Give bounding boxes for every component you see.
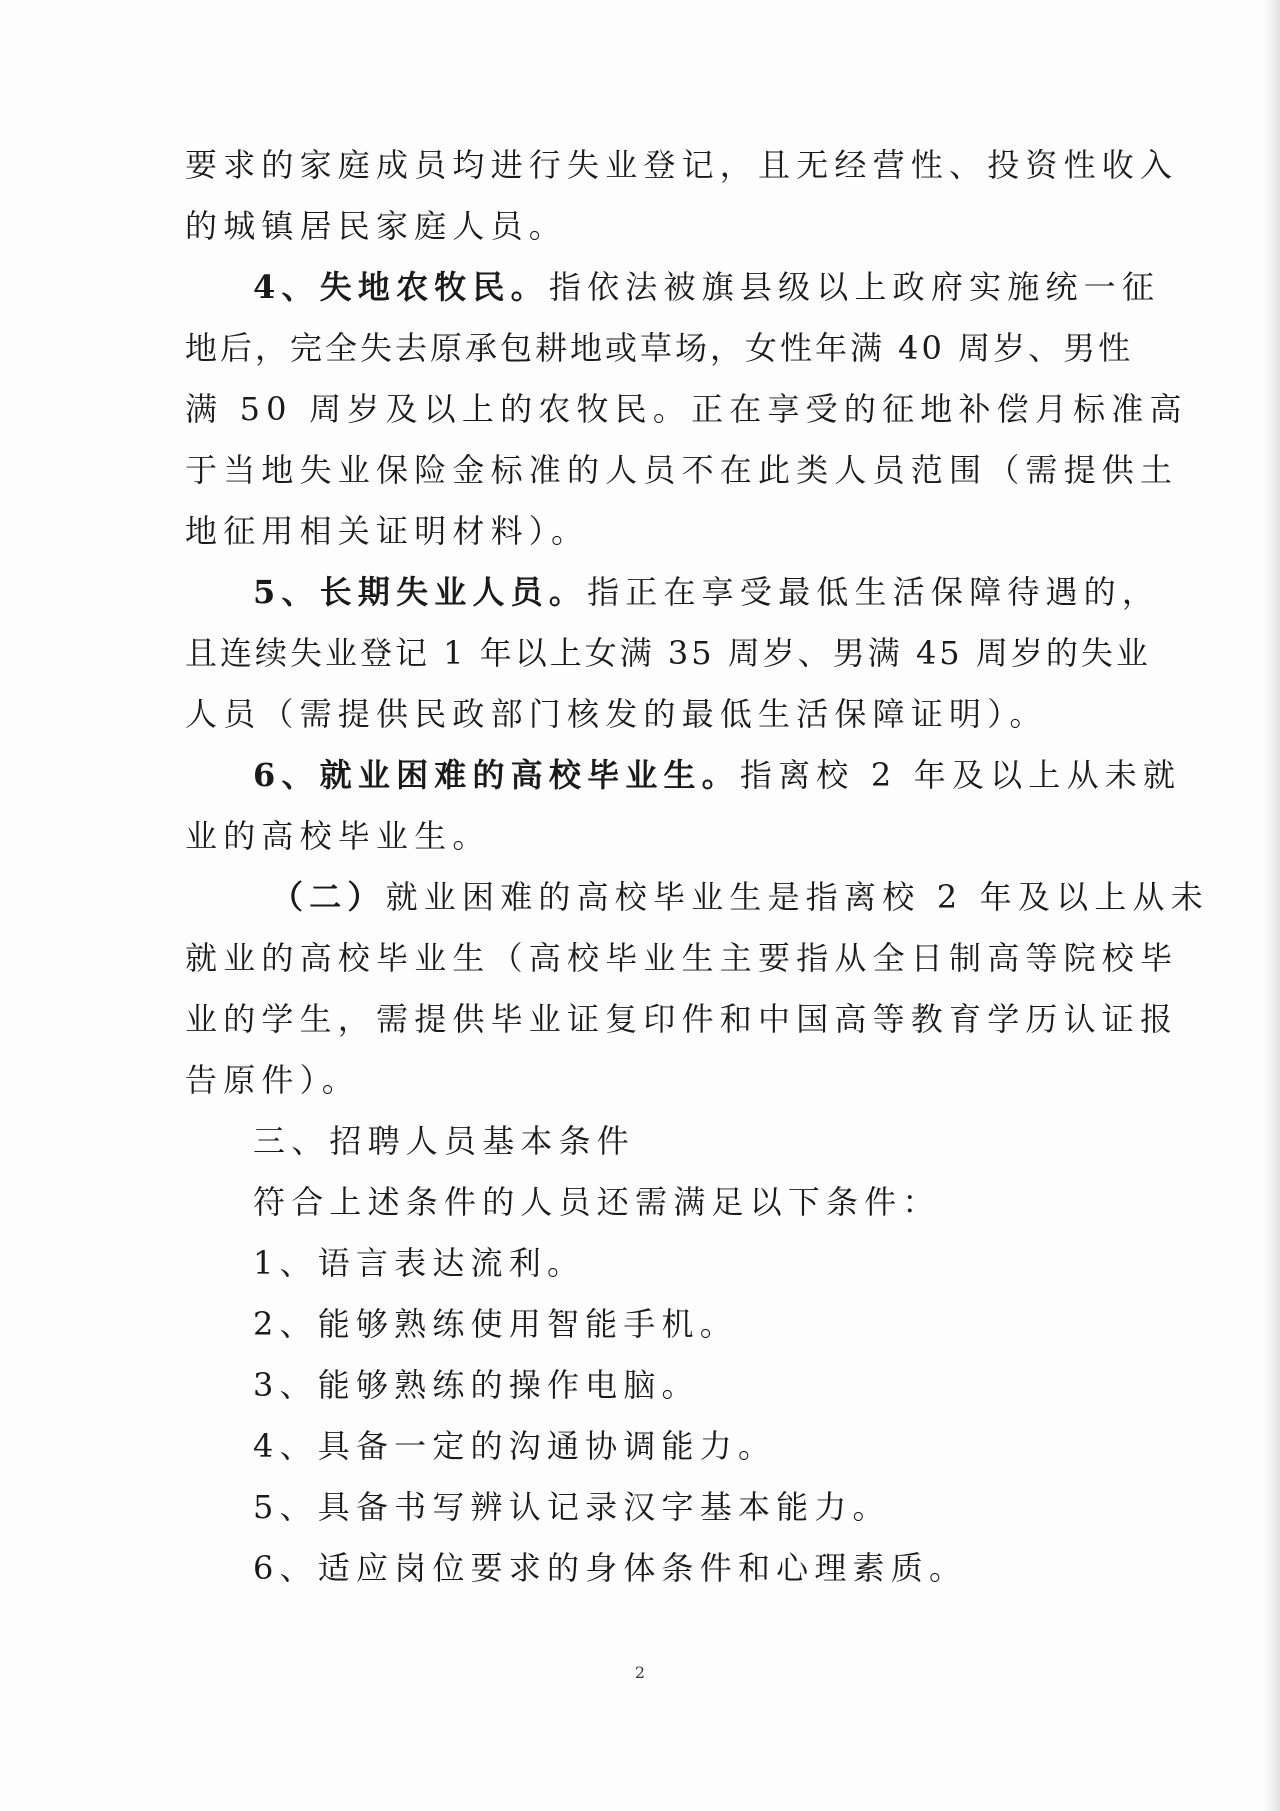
body-line: 人员（需提供民政部门核发的最低生活保障证明）。 — [185, 695, 1048, 733]
document-body — [185, 135, 1209, 1599]
body-line: 就业的高校毕业生（高校毕业生主要指从全日制高等院校毕 — [185, 939, 1179, 977]
section-3-intro: 符合上述条件的人员还需满足以下条件： — [253, 1183, 941, 1221]
body-line: 告原件）。 — [185, 1061, 361, 1099]
condition-item: 1、语言表达流利。 — [253, 1244, 586, 1282]
item-5-heading: 5、长期失业人员。 — [253, 573, 588, 611]
item-4-line — [185, 257, 1161, 318]
item-4-heading: 4、失地农牧民。 — [253, 268, 549, 306]
condition-item: 6、适应岗位要求的身体条件和心理素质。 — [253, 1549, 968, 1587]
body-line: 业的学生，需提供毕业证复印件和中国高等教育学历认证报 — [185, 1000, 1179, 1038]
item-5-line — [185, 562, 1161, 623]
condition-item: 3、能够熟练的操作电脑。 — [253, 1366, 700, 1404]
body-line: 业的高校毕业生。 — [185, 817, 491, 855]
body-line: 的城镇居民家庭人员。 — [185, 207, 568, 245]
item-4-text: 指依法被旗县级以上政府实施统一征 — [548, 268, 1161, 306]
section-2-heading: （二） — [271, 878, 386, 916]
section-2-text: 就业困难的高校毕业生是指离校 2 年及以上从未 — [385, 878, 1209, 916]
condition-item: 4、具备一定的沟通协调能力。 — [253, 1427, 777, 1465]
section-3-heading: 三、招聘人员基本条件 — [253, 1122, 636, 1160]
page-edge-shadow — [1262, 0, 1280, 1811]
body-line: 要求的家庭成员均进行失业登记，且无经营性、投资性收入 — [185, 146, 1179, 184]
condition-item: 5、具备书写辨认记录汉字基本能力。 — [253, 1488, 891, 1526]
condition-item: 2、能够熟练使用智能手机。 — [253, 1305, 738, 1343]
body-line: 地征用相关证明材料）。 — [185, 512, 590, 550]
body-line: 于当地失业保险金标准的人员不在此类人员范围（需提供土 — [185, 451, 1179, 489]
body-line: 地后，完全失去原承包耕地或草场，女性年满 40 周岁、男性 — [185, 329, 1134, 367]
page-number: 2 — [634, 1663, 646, 1682]
body-line: 且连续失业登记 1 年以上女满 35 周岁、男满 45 周岁的失业 — [185, 634, 1151, 672]
item-6-line — [185, 745, 1182, 806]
item-6-text: 指离校 2 年及以上从未就 — [739, 756, 1182, 794]
item-5-text: 指正在享受最低生活保障待遇的， — [587, 573, 1161, 611]
body-line: 满 50 周岁及以上的农牧民。正在享受的征地补偿月标准高 — [185, 390, 1188, 428]
section-2-line — [185, 867, 1209, 928]
item-6-heading: 6、就业困难的高校毕业生。 — [253, 756, 740, 794]
